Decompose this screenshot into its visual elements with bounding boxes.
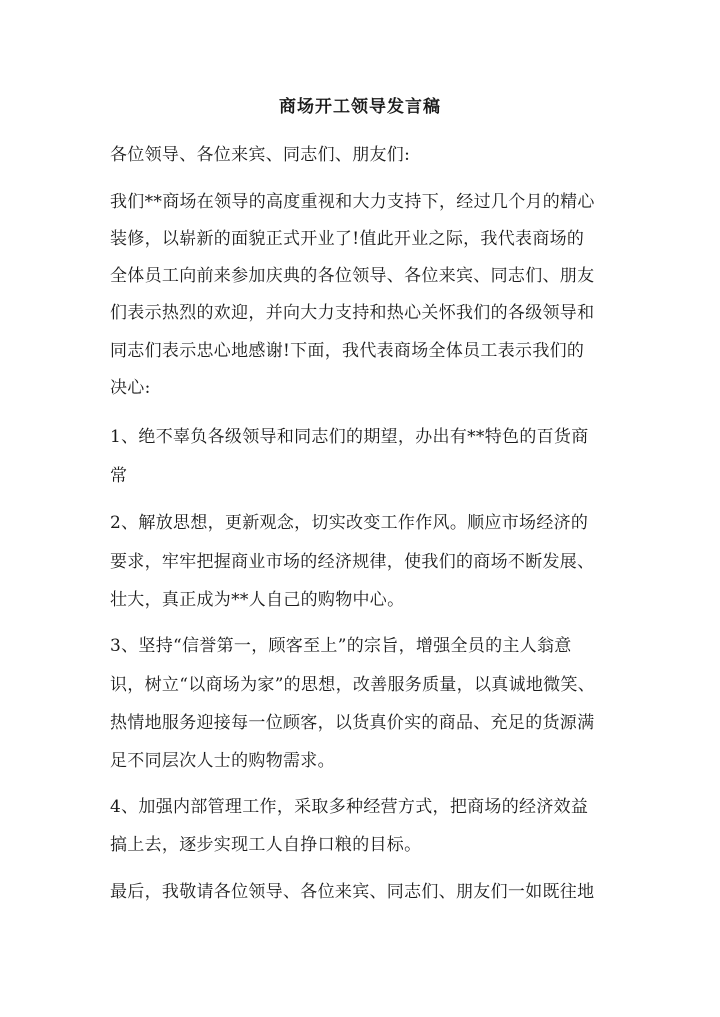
paragraph-line: 2、解放思想，更新观念，切实改变工作作风。顺应市场经济的 <box>110 513 589 533</box>
paragraph-line: 同志们表示忠心地感谢!下面，我代表商场全体员工表示我们的 <box>110 341 585 361</box>
paragraph-line: 搞上去，逐步实现工人自挣口粮的目标。 <box>110 835 422 855</box>
paragraph-line: 4、加强内部管理工作，采取多种经营方式，把商场的经济效益 <box>110 797 589 817</box>
paragraph-line: 常 <box>110 466 128 486</box>
paragraph-line: 1、绝不辜负各级领导和同志们的期望，办出有**特色的百货商 <box>110 427 589 447</box>
paragraph-line: 我们**商场在领导的高度重视和大力支持下，经过几个月的精心 <box>110 192 595 212</box>
document-title: 商场开工领导发言稿 <box>279 97 441 117</box>
salutation-line: 各位领导、各位来宾、同志们、朋友们: <box>110 145 411 165</box>
paragraph-line: 热情地服务迎接每一位顾客，以货真价实的商品、充足的货源满 <box>110 713 595 733</box>
paragraph-line: 决心: <box>110 378 151 398</box>
paragraph-line: 足不同层次人士的购物需求。 <box>110 751 335 771</box>
paragraph-line: 装修，以崭新的面貌正式开业了!值此开业之际，我代表商场的 <box>110 229 585 249</box>
paragraph-line: 壮大，真正成为**人自己的购物中心。 <box>110 590 405 610</box>
paragraph-line: 识，树立“以商场为家”的思想，改善服务质量，以真诚地微笑、 <box>110 675 596 695</box>
paragraph-line: 全体员工向前来参加庆典的各位领导、各位来宾、同志们、朋友 <box>110 266 595 286</box>
paragraph-line: 们表示热烈的欢迎，并向大力支持和热心关怀我们的各级领导和 <box>110 303 595 323</box>
paragraph-line: 最后，我敬请各位领导、各位来宾、同志们、朋友们一如既往地 <box>110 882 595 902</box>
paragraph-line: 3、坚持“信誉第一，顾客至上”的宗旨，增强全员的主人翁意 <box>110 636 572 656</box>
paragraph-line: 要求，牢牢把握商业市场的经济规律，使我们的商场不断发展、 <box>110 552 595 572</box>
